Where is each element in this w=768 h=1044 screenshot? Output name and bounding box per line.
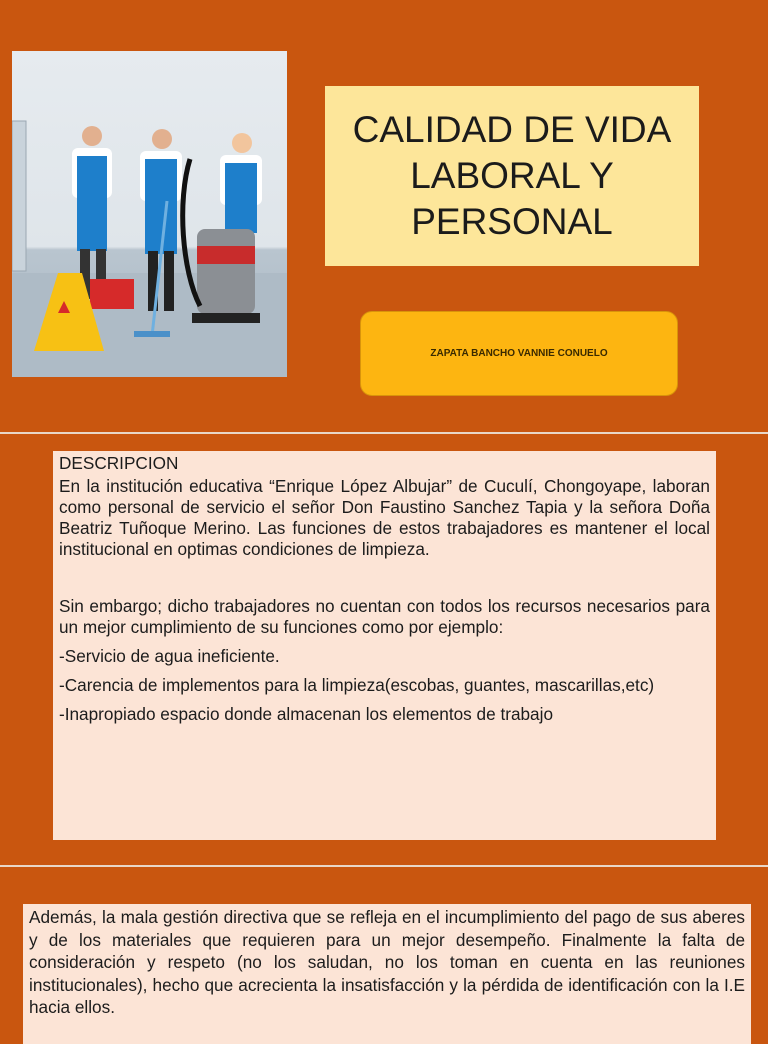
description-paragraph: En la institución educativa “Enrique López Albujar” de Cuculí, Chongoyape, laboran como personal de servicio el señor Don Faustino Sanchez Tapia y la señora Doña Beatriz Tuñoque Merino. Las funciones de estos trabajadores es mantener el local institucional en optimas condiciones de limpieza.: [59, 476, 710, 559]
description-heading: DESCRIPCION: [59, 453, 179, 473]
bullet-item: -Servicio de agua ineficiente.: [59, 646, 280, 666]
author-box: [360, 311, 678, 396]
title-box: [325, 86, 699, 266]
conclusion-box: [23, 904, 751, 1044]
slide-title: [0, 0, 768, 432]
resources-paragraph: Sin embargo; dicho trabajadores no cuentan con todos los recursos necesarios para un mejor cumplimiento de su funciones como por ejemplo:: [59, 596, 710, 637]
slide-title-text: CALIDAD DE VIDA LABORAL Y PERSONAL: [352, 109, 672, 242]
bullet-item: -Carencia de implementos para la limpieza(escobas, guantes, mascarillas,etc): [59, 675, 655, 695]
cleaning-staff-illustration: [12, 51, 287, 377]
description-box: [53, 451, 716, 840]
author-name: ZAPATA BANCHO VANNIE CONUELO: [430, 348, 608, 359]
conclusion-paragraph: Además, la mala gestión directiva que se refleja en el incumplimiento del pago de sus aberes y de los materiales que requieren para un mejor desempeño. Finalmente la falta de consideración y respeto (no los saludan, no los toman en cuenta en las reuniones institucionales), hecho que acrecienta la insatisfacción y la pérdida de identificación con la I.E hacia ellos.: [29, 907, 745, 1017]
slide-divider: [0, 432, 768, 434]
cleaning-staff-photo: [12, 51, 287, 377]
slide-divider: [0, 865, 768, 867]
bullet-item: -Inapropiado espacio donde almacenan los elementos de trabajo: [59, 704, 553, 724]
